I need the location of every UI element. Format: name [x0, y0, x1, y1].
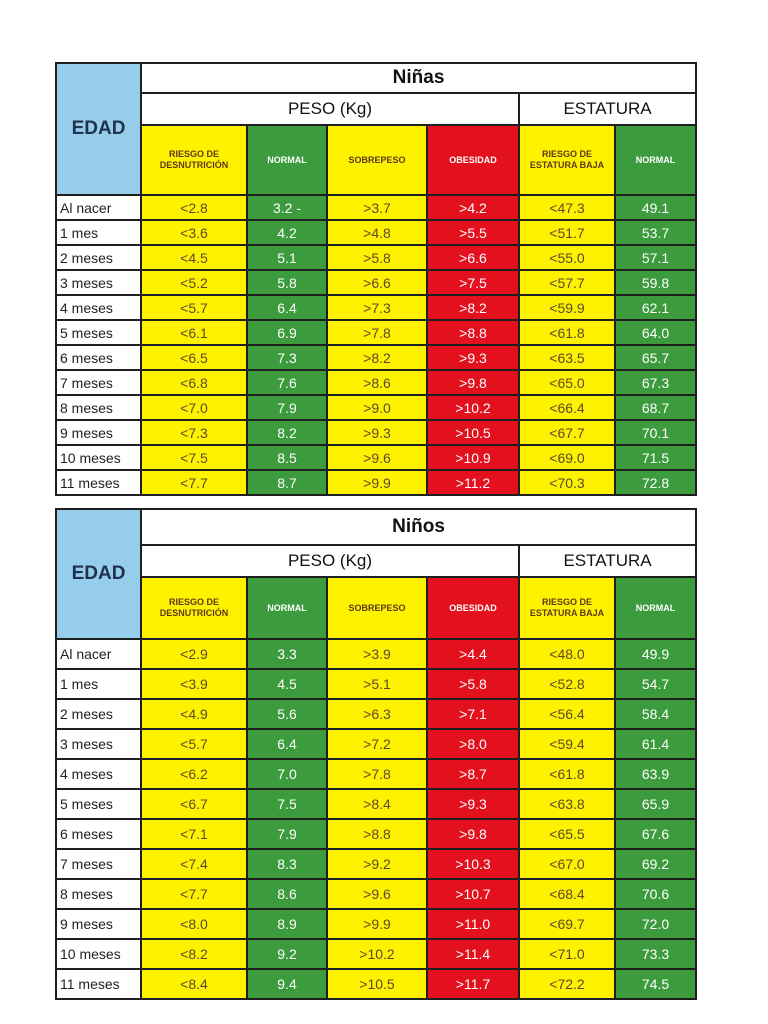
obesidad-cell: >4.4: [427, 639, 519, 669]
obesidad-cell: >8.2: [427, 295, 519, 320]
col-normal-peso: NORMAL: [247, 125, 327, 195]
estatura-riesgo-cell: <69.0: [519, 445, 615, 470]
col-normal-estatura: NORMAL: [615, 125, 696, 195]
riesgo-cell: <7.4: [141, 849, 247, 879]
estatura-normal-cell: 49.1: [615, 195, 696, 220]
estatura-riesgo-cell: <65.5: [519, 819, 615, 849]
estatura-riesgo-cell: <68.4: [519, 879, 615, 909]
obesidad-cell: >10.5: [427, 420, 519, 445]
age-cell: 6 meses: [56, 819, 141, 849]
girls-table: [55, 62, 697, 496]
normal-peso-cell: 8.6: [247, 879, 327, 909]
edad-header: EDAD: [56, 509, 141, 639]
group-row: [56, 93, 696, 125]
estatura-riesgo-cell: <67.0: [519, 849, 615, 879]
group-row: [56, 545, 696, 577]
table-row: [56, 819, 696, 849]
normal-peso-cell: 8.5: [247, 445, 327, 470]
sobrepeso-cell: >6.6: [327, 270, 427, 295]
normal-peso-cell: 7.6: [247, 370, 327, 395]
estatura-normal-cell: 74.5: [615, 969, 696, 999]
col-obesidad: OBESIDAD: [427, 577, 519, 639]
riesgo-cell: <4.9: [141, 699, 247, 729]
estatura-riesgo-cell: <65.0: [519, 370, 615, 395]
age-cell: 1 mes: [56, 669, 141, 699]
estatura-riesgo-cell: <59.9: [519, 295, 615, 320]
obesidad-cell: >9.3: [427, 345, 519, 370]
table-row: [56, 789, 696, 819]
estatura-riesgo-cell: <48.0: [519, 639, 615, 669]
sobrepeso-cell: >10.5: [327, 969, 427, 999]
table-row: [56, 969, 696, 999]
normal-peso-cell: 8.9: [247, 909, 327, 939]
normal-peso-cell: 7.9: [247, 819, 327, 849]
age-cell: 5 meses: [56, 320, 141, 345]
riesgo-cell: <7.1: [141, 819, 247, 849]
obesidad-cell: >6.6: [427, 245, 519, 270]
riesgo-cell: <8.2: [141, 939, 247, 969]
sobrepeso-cell: >5.8: [327, 245, 427, 270]
table-row: [56, 370, 696, 395]
estatura-riesgo-cell: <71.0: [519, 939, 615, 969]
normal-peso-cell: 8.2: [247, 420, 327, 445]
age-cell: 5 meses: [56, 789, 141, 819]
age-cell: 2 meses: [56, 699, 141, 729]
obesidad-cell: >9.8: [427, 819, 519, 849]
estatura-header: ESTATURA: [519, 93, 696, 125]
boys-table-body: [56, 639, 696, 999]
boys-table: [55, 508, 697, 1000]
age-cell: Al nacer: [56, 639, 141, 669]
age-cell: 6 meses: [56, 345, 141, 370]
estatura-normal-cell: 54.7: [615, 669, 696, 699]
normal-peso-cell: 4.2: [247, 220, 327, 245]
riesgo-cell: <6.5: [141, 345, 247, 370]
girls-table-body: [56, 195, 696, 495]
riesgo-cell: <2.9: [141, 639, 247, 669]
table-row: [56, 639, 696, 669]
obesidad-cell: >10.2: [427, 395, 519, 420]
estatura-normal-cell: 65.7: [615, 345, 696, 370]
sobrepeso-cell: >9.6: [327, 445, 427, 470]
sobrepeso-cell: >8.8: [327, 819, 427, 849]
sobrepeso-cell: >10.2: [327, 939, 427, 969]
obesidad-cell: >8.7: [427, 759, 519, 789]
age-cell: 10 meses: [56, 939, 141, 969]
estatura-riesgo-cell: <61.8: [519, 759, 615, 789]
table-row: [56, 470, 696, 495]
estatura-riesgo-cell: <69.7: [519, 909, 615, 939]
normal-peso-cell: 7.0: [247, 759, 327, 789]
table-row: [56, 849, 696, 879]
riesgo-cell: <5.2: [141, 270, 247, 295]
table-row: [56, 195, 696, 220]
age-cell: 2 meses: [56, 245, 141, 270]
table-row: [56, 879, 696, 909]
estatura-riesgo-cell: <57.7: [519, 270, 615, 295]
col-obesidad: OBESIDAD: [427, 125, 519, 195]
table-row: [56, 909, 696, 939]
sobrepeso-cell: >3.7: [327, 195, 427, 220]
riesgo-cell: <5.7: [141, 295, 247, 320]
age-cell: 3 meses: [56, 270, 141, 295]
age-cell: 8 meses: [56, 879, 141, 909]
estatura-riesgo-cell: <72.2: [519, 969, 615, 999]
age-cell: 7 meses: [56, 370, 141, 395]
riesgo-cell: <5.7: [141, 729, 247, 759]
table-row: [56, 729, 696, 759]
estatura-riesgo-cell: <52.8: [519, 669, 615, 699]
table-row: [56, 245, 696, 270]
table-row: [56, 395, 696, 420]
age-cell: 10 meses: [56, 445, 141, 470]
obesidad-cell: >8.0: [427, 729, 519, 759]
col-riesgo-desnutricion: RIESGO DE DESNUTRICIÓN: [141, 125, 247, 195]
obesidad-cell: >11.0: [427, 909, 519, 939]
estatura-normal-cell: 61.4: [615, 729, 696, 759]
col-riesgo-desnutricion: RIESGO DE DESNUTRICIÓN: [141, 577, 247, 639]
riesgo-cell: <7.3: [141, 420, 247, 445]
riesgo-cell: <3.6: [141, 220, 247, 245]
riesgo-cell: <3.9: [141, 669, 247, 699]
title-row: [56, 509, 696, 545]
age-cell: Al nacer: [56, 195, 141, 220]
estatura-riesgo-cell: <55.0: [519, 245, 615, 270]
estatura-normal-cell: 65.9: [615, 789, 696, 819]
normal-peso-cell: 7.5: [247, 789, 327, 819]
riesgo-cell: <6.8: [141, 370, 247, 395]
obesidad-cell: >11.4: [427, 939, 519, 969]
riesgo-cell: <6.7: [141, 789, 247, 819]
normal-peso-cell: 5.1: [247, 245, 327, 270]
normal-peso-cell: 4.5: [247, 669, 327, 699]
age-cell: 4 meses: [56, 759, 141, 789]
normal-peso-cell: 7.3: [247, 345, 327, 370]
normal-peso-cell: 9.4: [247, 969, 327, 999]
column-header-row: [56, 577, 696, 639]
estatura-header: ESTATURA: [519, 545, 696, 577]
normal-peso-cell: 8.3: [247, 849, 327, 879]
table-row: [56, 669, 696, 699]
age-cell: 8 meses: [56, 395, 141, 420]
table-row: [56, 320, 696, 345]
estatura-riesgo-cell: <56.4: [519, 699, 615, 729]
table-row: [56, 345, 696, 370]
estatura-normal-cell: 63.9: [615, 759, 696, 789]
normal-peso-cell: 3.2 -: [247, 195, 327, 220]
col-sobrepeso: SOBREPESO: [327, 125, 427, 195]
sobrepeso-cell: >7.2: [327, 729, 427, 759]
obesidad-cell: >7.1: [427, 699, 519, 729]
normal-peso-cell: 5.6: [247, 699, 327, 729]
table-row: [56, 759, 696, 789]
col-normal-peso: NORMAL: [247, 577, 327, 639]
table-row: [56, 939, 696, 969]
estatura-normal-cell: 62.1: [615, 295, 696, 320]
sobrepeso-cell: >9.6: [327, 879, 427, 909]
obesidad-cell: >5.8: [427, 669, 519, 699]
riesgo-cell: <6.2: [141, 759, 247, 789]
peso-header: PESO (Kg): [141, 545, 519, 577]
table-row: [56, 220, 696, 245]
obesidad-cell: >10.7: [427, 879, 519, 909]
col-riesgo-estatura-baja: RIESGO DE ESTATURA BAJA: [519, 125, 615, 195]
age-cell: 9 meses: [56, 909, 141, 939]
estatura-riesgo-cell: <63.8: [519, 789, 615, 819]
table-row: [56, 295, 696, 320]
estatura-normal-cell: 67.6: [615, 819, 696, 849]
sobrepeso-cell: >8.6: [327, 370, 427, 395]
estatura-riesgo-cell: <63.5: [519, 345, 615, 370]
peso-header: PESO (Kg): [141, 93, 519, 125]
sobrepeso-cell: >9.3: [327, 420, 427, 445]
edad-header: EDAD: [56, 63, 141, 195]
riesgo-cell: <6.1: [141, 320, 247, 345]
table-row: [56, 270, 696, 295]
estatura-normal-cell: 69.2: [615, 849, 696, 879]
estatura-normal-cell: 73.3: [615, 939, 696, 969]
col-normal-estatura: NORMAL: [615, 577, 696, 639]
obesidad-cell: >11.7: [427, 969, 519, 999]
estatura-normal-cell: 49.9: [615, 639, 696, 669]
sobrepeso-cell: >7.3: [327, 295, 427, 320]
normal-peso-cell: 6.4: [247, 729, 327, 759]
age-cell: 11 meses: [56, 470, 141, 495]
estatura-normal-cell: 53.7: [615, 220, 696, 245]
estatura-normal-cell: 64.0: [615, 320, 696, 345]
riesgo-cell: <2.8: [141, 195, 247, 220]
estatura-riesgo-cell: <47.3: [519, 195, 615, 220]
sobrepeso-cell: >9.2: [327, 849, 427, 879]
table-row: [56, 699, 696, 729]
age-cell: 3 meses: [56, 729, 141, 759]
riesgo-cell: <4.5: [141, 245, 247, 270]
normal-peso-cell: 7.9: [247, 395, 327, 420]
riesgo-cell: <7.0: [141, 395, 247, 420]
estatura-normal-cell: 70.6: [615, 879, 696, 909]
estatura-normal-cell: 70.1: [615, 420, 696, 445]
riesgo-cell: <7.7: [141, 470, 247, 495]
col-riesgo-estatura-baja: RIESGO DE ESTATURA BAJA: [519, 577, 615, 639]
obesidad-cell: >9.8: [427, 370, 519, 395]
riesgo-cell: <7.5: [141, 445, 247, 470]
estatura-riesgo-cell: <61.8: [519, 320, 615, 345]
age-cell: 4 meses: [56, 295, 141, 320]
normal-peso-cell: 6.9: [247, 320, 327, 345]
obesidad-cell: >7.5: [427, 270, 519, 295]
estatura-normal-cell: 72.8: [615, 470, 696, 495]
estatura-normal-cell: 58.4: [615, 699, 696, 729]
estatura-normal-cell: 67.3: [615, 370, 696, 395]
column-header-row: [56, 125, 696, 195]
col-sobrepeso: SOBREPESO: [327, 577, 427, 639]
estatura-normal-cell: 71.5: [615, 445, 696, 470]
estatura-riesgo-cell: <67.7: [519, 420, 615, 445]
obesidad-cell: >9.3: [427, 789, 519, 819]
estatura-normal-cell: 57.1: [615, 245, 696, 270]
sobrepeso-cell: >9.9: [327, 909, 427, 939]
age-cell: 7 meses: [56, 849, 141, 879]
age-cell: 1 mes: [56, 220, 141, 245]
sobrepeso-cell: >9.9: [327, 470, 427, 495]
age-cell: 11 meses: [56, 969, 141, 999]
normal-peso-cell: 3.3: [247, 639, 327, 669]
obesidad-cell: >11.2: [427, 470, 519, 495]
obesidad-cell: >10.9: [427, 445, 519, 470]
estatura-normal-cell: 59.8: [615, 270, 696, 295]
obesidad-cell: >8.8: [427, 320, 519, 345]
sobrepeso-cell: >7.8: [327, 759, 427, 789]
normal-peso-cell: 8.7: [247, 470, 327, 495]
sobrepeso-cell: >9.0: [327, 395, 427, 420]
riesgo-cell: <8.0: [141, 909, 247, 939]
sobrepeso-cell: >3.9: [327, 639, 427, 669]
table-title: Niñas: [141, 63, 696, 93]
obesidad-cell: >5.5: [427, 220, 519, 245]
sobrepeso-cell: >8.4: [327, 789, 427, 819]
age-cell: 9 meses: [56, 420, 141, 445]
sobrepeso-cell: >7.8: [327, 320, 427, 345]
sobrepeso-cell: >6.3: [327, 699, 427, 729]
estatura-riesgo-cell: <59.4: [519, 729, 615, 759]
table-row: [56, 445, 696, 470]
estatura-riesgo-cell: <66.4: [519, 395, 615, 420]
table-row: [56, 420, 696, 445]
obesidad-cell: >10.3: [427, 849, 519, 879]
riesgo-cell: <7.7: [141, 879, 247, 909]
table-title: Niños: [141, 509, 696, 545]
sobrepeso-cell: >5.1: [327, 669, 427, 699]
obesidad-cell: >4.2: [427, 195, 519, 220]
normal-peso-cell: 6.4: [247, 295, 327, 320]
normal-peso-cell: 9.2: [247, 939, 327, 969]
title-row: [56, 63, 696, 93]
sobrepeso-cell: >8.2: [327, 345, 427, 370]
estatura-riesgo-cell: <51.7: [519, 220, 615, 245]
estatura-riesgo-cell: <70.3: [519, 470, 615, 495]
sobrepeso-cell: >4.8: [327, 220, 427, 245]
riesgo-cell: <8.4: [141, 969, 247, 999]
estatura-normal-cell: 72.0: [615, 909, 696, 939]
normal-peso-cell: 5.8: [247, 270, 327, 295]
estatura-normal-cell: 68.7: [615, 395, 696, 420]
